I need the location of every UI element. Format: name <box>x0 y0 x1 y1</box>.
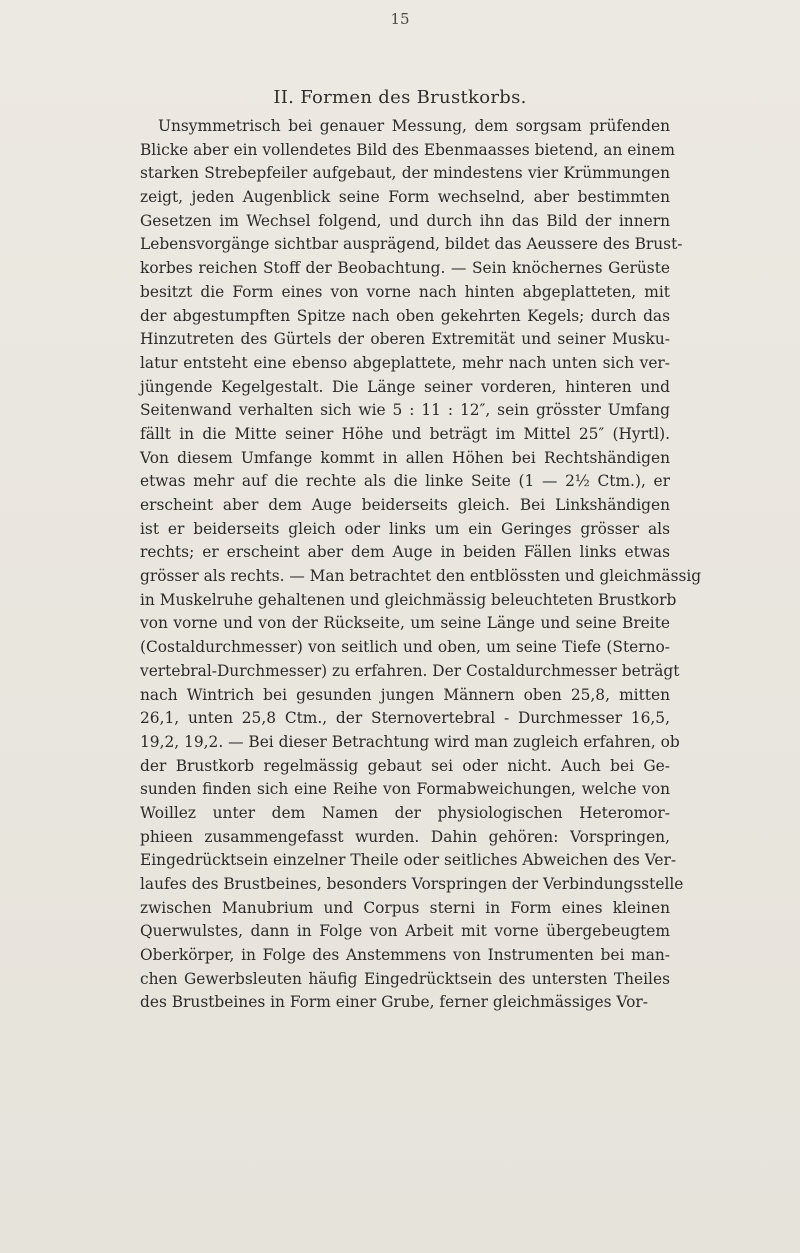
text-line: zwischen Manubrium und Corpus sterni in Form eines kleinen <box>140 898 670 917</box>
text-line: Querwulstes, dann in Folge von Arbeit mit vorne übergebeugtem <box>140 922 670 941</box>
text-line: des Brustbeines in Form einer Grube, ferner gleichmässiges Vor- <box>140 993 648 1012</box>
text-line: latur entsteht eine ebenso abgeplattete, mehr nach unten sich ver- <box>140 353 670 372</box>
text-line: chen Gewerbsleuten häufig Eingedrücktsein des untersten Theiles <box>140 969 670 988</box>
text-line: fällt in die Mitte seiner Höhe und beträgt im Mittel 25″ (Hyrtl). <box>140 424 670 443</box>
text-line: nach Wintrich bei gesunden jungen Männern oben 25,8, mitten <box>140 685 670 704</box>
text-line: grösser als rechts. — Man betrachtet den entblössten und gleichmässig <box>140 567 702 586</box>
text-line: Lebensvorgänge sichtbar ausprägend, bildet das Aeussere des Brust- <box>140 235 683 254</box>
text-line: phieen zusammengefasst wurden. Dahin gehören: Vorspringen, <box>140 827 670 846</box>
text-line: 26,1, unten 25,8 Ctm., der Sternovertebral - Durchmesser 16,5, <box>140 709 670 728</box>
text-line: jüngende Kegelgestalt. Die Länge seiner vorderen, hinteren und <box>140 377 670 396</box>
text-line: Blicke aber ein vollendetes Bild des Ebenmaasses bietend, an einem <box>140 140 675 159</box>
text-line: Gesetzen im Wechsel folgend, und durch ihn das Bild der innern <box>140 211 670 230</box>
page-number: 15 <box>390 10 410 28</box>
text-line: von vorne und von der Rückseite, um seine Länge und seine Breite <box>140 614 670 633</box>
text-line: laufes des Brustbeines, besonders Vorspringen der Verbindungsstelle <box>140 875 684 893</box>
text-line: Unsymmetrisch bei genauer Messung, dem sorgsam prüfenden <box>158 117 670 135</box>
section-heading: II. Formen des Brustkorbs. <box>273 87 527 108</box>
text-line: Hinzutreten des Gürtels der oberen Extremität und seiner Musku- <box>140 330 670 349</box>
text-line: (Costaldurchmesser) von seitlich und oben, um seine Tiefe (Sterno- <box>140 638 670 657</box>
text-line: in Muskelruhe gehaltenen und gleichmässig beleuchteten Brustkorb <box>140 590 677 609</box>
text-line: der abgestumpften Spitze nach oben gekehrten Kegels; durch das <box>140 306 670 325</box>
text-line: Von diesem Umfange kommt in allen Höhen bei Rechtshändigen <box>140 448 670 467</box>
text-line: starken Strebepfeiler aufgebaut, der mindestens vier Krümmungen <box>140 164 670 183</box>
text-line: zeigt, jeden Augenblick seine Form wechselnd, aber bestimmten <box>140 188 670 207</box>
text-line: 19,2, 19,2. — Bei dieser Betrachtung wird man zugleich erfahren, ob <box>140 732 680 751</box>
text-line: Eingedrücktsein einzelner Theile oder seitliches Abweichen des Ver- <box>140 851 677 870</box>
text-line: vertebral-Durchmesser) zu erfahren. Der Costaldurchmesser beträgt <box>140 661 680 680</box>
text-line: rechts; er erscheint aber dem Auge in beiden Fällen links etwas <box>140 543 670 562</box>
text-line: erscheint aber dem Auge beiderseits gleich. Bei Linkshändigen <box>140 496 670 514</box>
text-line: sunden finden sich eine Reihe von Formabweichungen, welche von <box>140 780 670 799</box>
text-line: der Brustkorb regelmässig gebaut sei oder nicht. Auch bei Ge- <box>140 756 670 775</box>
text-line: Seitenwand verhalten sich wie 5 : 11 : 12″, sein grösster Umfang <box>140 401 670 420</box>
text-line: etwas mehr auf die rechte als die linke Seite (1 — 2½ Ctm.), er <box>140 472 670 491</box>
text-line: ist er beiderseits gleich oder links um ein Geringes grösser als <box>140 519 670 538</box>
body-paragraph <box>140 115 702 1015</box>
text-line: Oberkörper, in Folge des Anstemmens von Instrumenten bei man- <box>140 946 670 965</box>
text-line: besitzt die Form eines von vorne nach hinten abgeplatteten, mit <box>140 282 670 301</box>
text-line: Woillez unter dem Namen der physiologischen Heteromor- <box>140 803 670 822</box>
text-line: korbes reichen Stoff der Beobachtung. — Sein knöchernes Gerüste <box>140 259 670 278</box>
